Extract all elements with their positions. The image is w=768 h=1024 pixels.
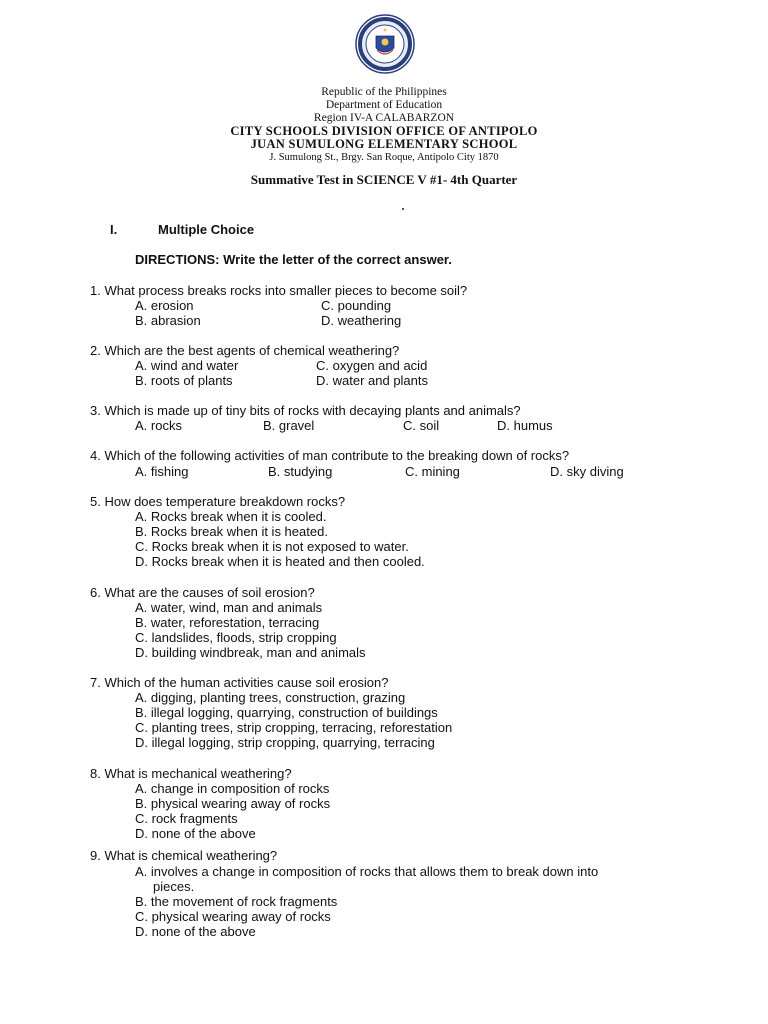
test-title: Summative Test in SCIENCE V #1- 4th Quarter — [250, 172, 518, 187]
option-8b: B. physical wearing away of rocks — [135, 796, 331, 811]
option-4d: D. sky diving — [550, 464, 624, 479]
deped-seal-icon — [355, 14, 415, 74]
option-6a: A. water, wind, man and animals — [135, 600, 323, 615]
section-number: I. — [110, 222, 118, 237]
division-line: CITY SCHOOLS DIVISION OFFICE OF ANTIPOLO — [230, 124, 538, 138]
option-9a-continued: pieces. — [153, 879, 195, 894]
question-4: 4. Which of the following activities of man contribute to the breaking down of rocks? — [90, 448, 570, 463]
option-3d: D. humus — [497, 418, 553, 433]
option-9a: A. involves a change in composition of rocks that allows them to break down into — [135, 864, 599, 879]
option-1d: D. weathering — [321, 313, 402, 328]
option-4a: A. fishing — [135, 464, 189, 479]
option-5a: A. Rocks break when it is cooled. — [135, 509, 327, 524]
option-8d: D. none of the above — [135, 826, 256, 841]
region-line: Region IV-A CALABARZON — [313, 112, 455, 124]
option-6c: C. landslides, floods, strip cropping — [135, 630, 337, 645]
option-2a: A. wind and water — [135, 358, 239, 373]
option-2b: B. roots of plants — [135, 373, 233, 388]
option-9d: D. none of the above — [135, 924, 256, 939]
option-8c: C. rock fragments — [135, 811, 238, 826]
question-9: 9. What is chemical weathering? — [90, 848, 278, 863]
address-line: J. Sumulong St., Brgy. San Roque, Antipolo City 1870 — [269, 152, 499, 163]
option-6d: D. building windbreak, man and animals — [135, 645, 366, 660]
option-1c: C. pounding — [321, 298, 392, 313]
option-3b: B. gravel — [263, 418, 315, 433]
option-5b: B. Rocks break when it is heated. — [135, 524, 328, 539]
question-6: 6. What are the causes of soil erosion? — [90, 585, 315, 600]
option-6b: B. water, reforestation, terracing — [135, 615, 320, 630]
option-7a: A. digging, planting trees, construction, grazing — [135, 690, 406, 705]
option-7b: B. illegal logging, quarrying, construction of buildings — [135, 705, 438, 720]
option-1b: B. abrasion — [135, 313, 201, 328]
question-7: 7. Which of the human activities cause soil erosion? — [90, 675, 389, 690]
directions: DIRECTIONS: Write the letter of the correct answer. — [135, 252, 452, 267]
option-4b: B. studying — [268, 464, 333, 479]
option-3a: A. rocks — [135, 418, 182, 433]
option-7d: D. illegal logging, strip cropping, quarrying, terracing — [135, 735, 435, 750]
stray-dot — [402, 208, 404, 210]
question-3: 3. Which is made up of tiny bits of rocks with decaying plants and animals? — [90, 403, 521, 418]
department-line: Department of Education — [325, 99, 443, 111]
option-5c: C. Rocks break when it is not exposed to water. — [135, 539, 409, 554]
school-line: JUAN SUMULONG ELEMENTARY SCHOOL — [250, 137, 518, 151]
question-8: 8. What is mechanical weathering? — [90, 766, 292, 781]
option-1a: A. erosion — [135, 298, 194, 313]
question-1: 1. What process breaks rocks into smaller pieces to become soil? — [90, 283, 468, 298]
option-5d: D. Rocks break when it is heated and then cooled. — [135, 554, 425, 569]
question-5: 5. How does temperature breakdown rocks? — [90, 494, 346, 509]
option-4c: C. mining — [405, 464, 460, 479]
option-8a: A. change in composition of rocks — [135, 781, 330, 796]
option-9b: B. the movement of rock fragments — [135, 894, 338, 909]
option-9c: C. physical wearing away of rocks — [135, 909, 331, 924]
option-7c: C. planting trees, strip cropping, terracing, reforestation — [135, 720, 453, 735]
option-2c: C. oxygen and acid — [316, 358, 428, 373]
option-3c: C. soil — [403, 418, 440, 433]
question-2: 2. Which are the best agents of chemical weathering? — [90, 343, 400, 358]
republic-line: Republic of the Philippines — [321, 86, 447, 98]
section-title: Multiple Choice — [158, 222, 255, 237]
option-2d: D. water and plants — [316, 373, 429, 388]
